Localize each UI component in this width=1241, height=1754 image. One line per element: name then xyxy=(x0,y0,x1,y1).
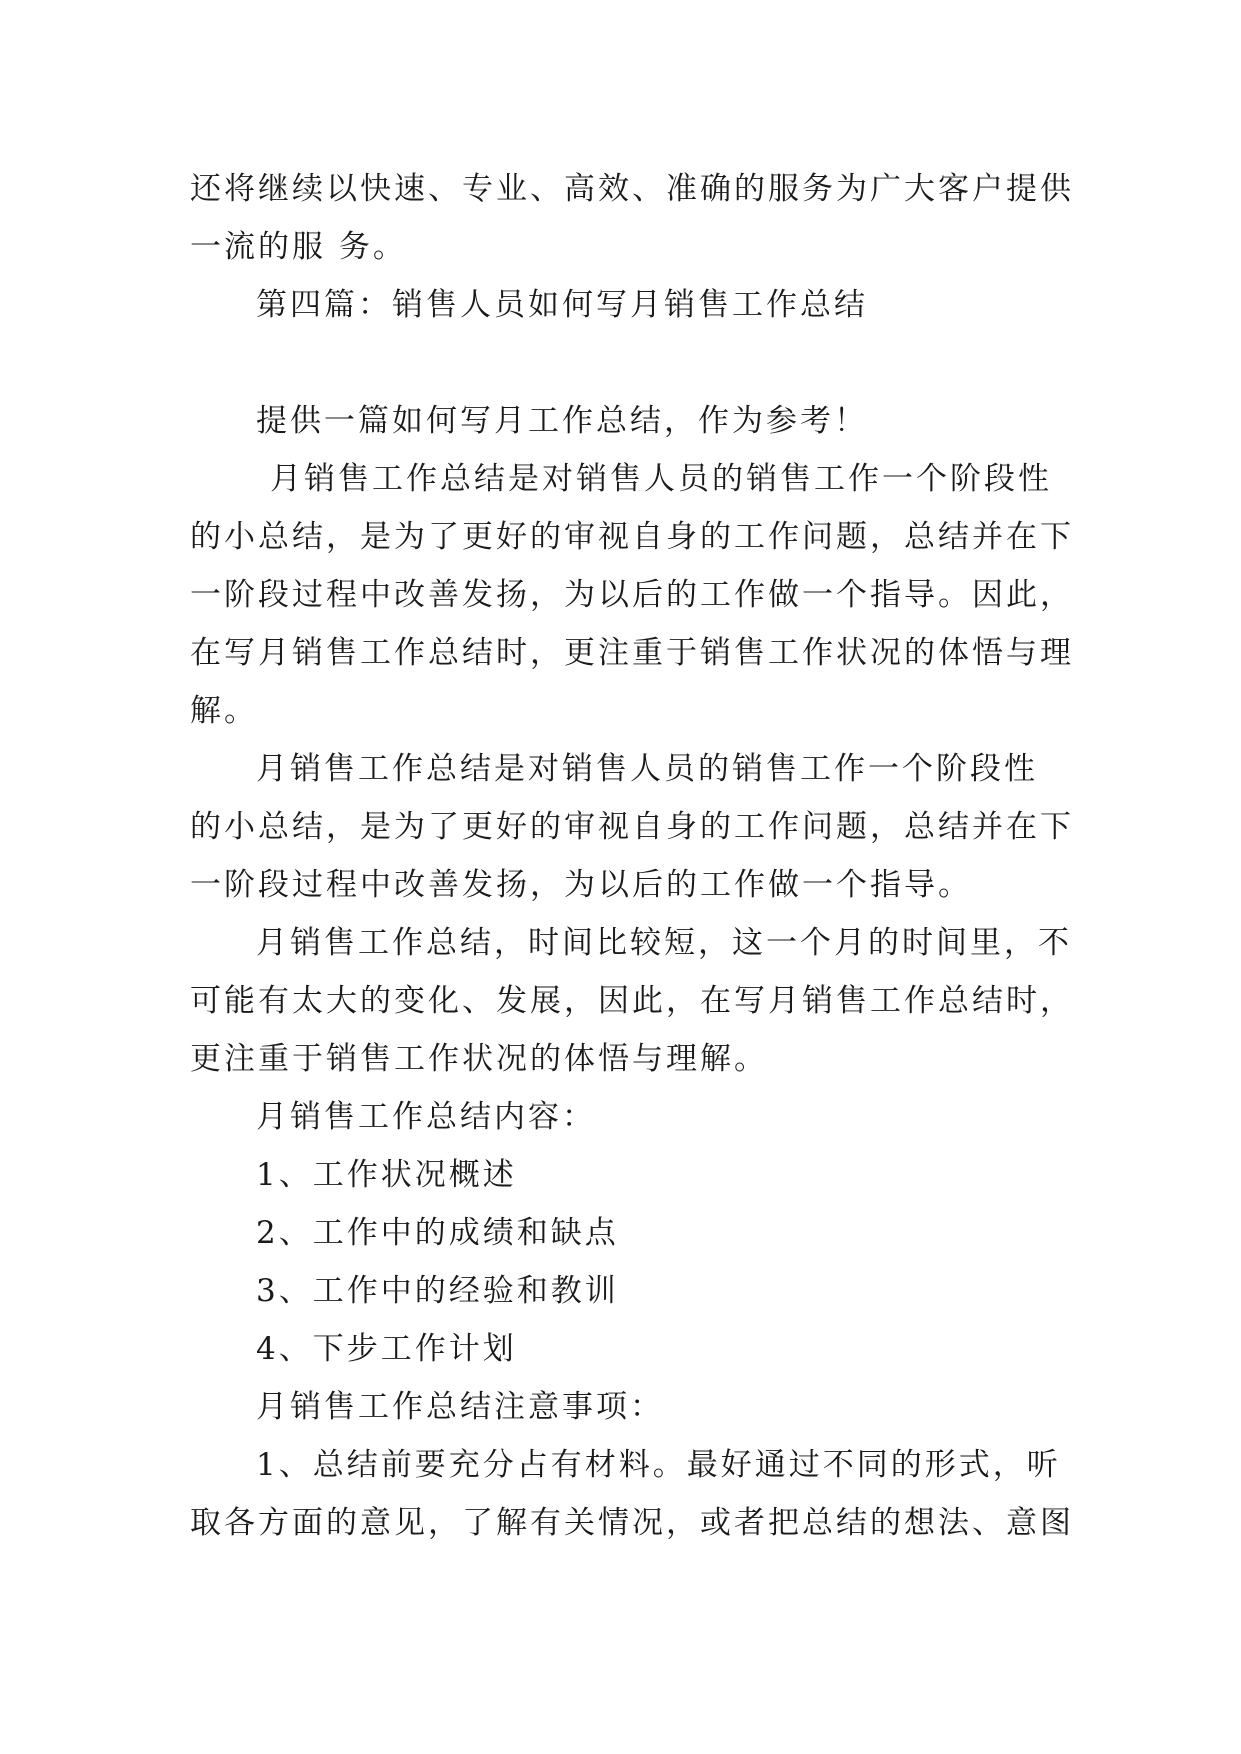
text-line: 可能有太大的变化、发展，因此，在写月销售工作总结时， xyxy=(190,983,1074,1019)
text-line: 更注重于销售工作状况的体悟与理解。 xyxy=(190,1041,768,1077)
section-heading: 第四篇：销售人员如何写月销售工作总结 xyxy=(256,287,868,323)
text-line: 一阶段过程中改善发扬，为以后的工作做一个指导。 xyxy=(190,867,972,903)
list-item: 3、工作中的经验和教训 xyxy=(256,1273,619,1309)
text-line: 月销售工作总结内容： xyxy=(256,1099,596,1135)
list-item: 4、下步工作计划 xyxy=(256,1331,517,1367)
text-line: 的小总结，是为了更好的审视自身的工作问题，总结并在下 xyxy=(190,519,1074,555)
text-line: 一流的服 务。 xyxy=(190,229,407,265)
text-line: 月销售工作总结，时间比较短，这一个月的时间里，不 xyxy=(256,925,1072,961)
text-line: 解。 xyxy=(190,693,258,729)
text-line: 还将继续以快速、专业、高效、准确的服务为广大客户提供 xyxy=(190,171,1074,207)
text-line: 月销售工作总结注意事项： xyxy=(256,1389,664,1425)
blank-line xyxy=(190,334,1050,392)
text-line: 一阶段过程中改善发扬，为以后的工作做一个指导。因此， xyxy=(190,577,1074,613)
text-line: 月销售工作总结是对销售人员的销售工作一个阶段性 xyxy=(270,461,1052,497)
text-line: 提供一篇如何写月工作总结，作为参考！ xyxy=(256,403,868,439)
text-line: 在写月销售工作总结时，更注重于销售工作状况的体悟与理 xyxy=(190,635,1074,671)
list-item: 1、总结前要充分占有材料。最好通过不同的形式，听 xyxy=(256,1447,1061,1483)
document-body xyxy=(190,160,1074,1552)
list-item: 1、工作状况概述 xyxy=(256,1157,517,1193)
text-line: 的小总结，是为了更好的审视自身的工作问题，总结并在下 xyxy=(190,809,1074,845)
text-line: 月销售工作总结是对销售人员的销售工作一个阶段性 xyxy=(256,751,1038,787)
text-line: 取各方面的意见，了解有关情况，或者把总结的想法、意图 xyxy=(190,1505,1074,1541)
list-item: 2、工作中的成绩和缺点 xyxy=(256,1215,619,1251)
